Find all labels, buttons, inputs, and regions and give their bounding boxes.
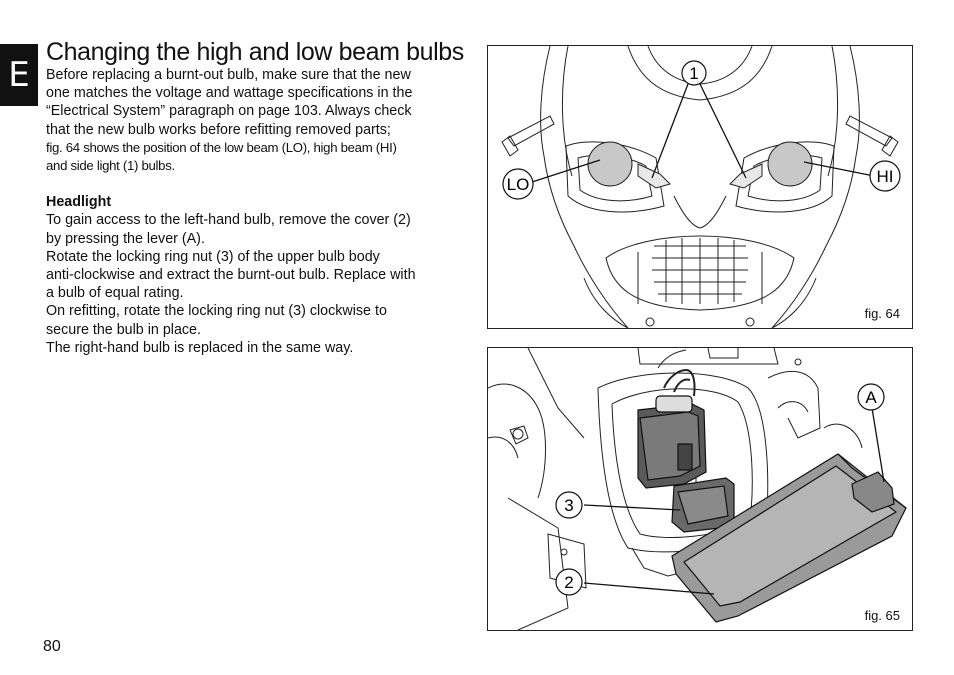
intro-line: that the new bulb works before refitting removed parts; bbox=[46, 121, 391, 138]
headlight-line: To gain access to the left-hand bulb, remove the cover (2) bbox=[46, 212, 411, 229]
figure-65-caption: fig. 65 bbox=[864, 608, 900, 623]
section-tab: E bbox=[0, 44, 38, 106]
figure-64-caption: fig. 64 bbox=[864, 306, 900, 321]
intro-line: Before replacing a burnt-out bulb, make sure that the new bbox=[46, 67, 411, 83]
headlight-line: The right-hand bulb is replaced in the same way. bbox=[46, 339, 354, 356]
intro-line: one matches the voltage and wattage specifications in the bbox=[46, 85, 413, 102]
callout-lo: LO bbox=[506, 175, 530, 194]
headlight-line: Rotate the locking ring nut (3) of the upper bulb body bbox=[46, 248, 380, 265]
page-title: Changing the high and low beam bulbs bbox=[46, 38, 464, 66]
headlight-heading: Headlight bbox=[46, 194, 112, 211]
callout-1: 1 bbox=[689, 64, 699, 83]
headlight-rear-illustration bbox=[488, 348, 912, 630]
headlight-line: a bulb of equal rating. bbox=[46, 285, 184, 302]
figure-64 bbox=[487, 45, 913, 329]
page-number: 80 bbox=[43, 638, 61, 655]
intro-line: and side light (1) bulbs. bbox=[46, 158, 175, 174]
intro-line: fig. 64 shows the position of the low beam (LO), high beam (HI) bbox=[46, 139, 397, 155]
callout-a: A bbox=[865, 388, 877, 407]
high-beam-bulb bbox=[768, 142, 812, 186]
callout-3: 3 bbox=[564, 496, 574, 515]
headlight-line: anti-clockwise and extract the burnt-out bulb. Replace with bbox=[46, 267, 416, 284]
intro-line: “Electrical System” paragraph on page 103. Always check bbox=[46, 103, 412, 120]
headlight-line: secure the bulb in place. bbox=[46, 321, 201, 338]
fairing-illustration bbox=[488, 46, 912, 328]
callout-2: 2 bbox=[564, 573, 574, 592]
body-text bbox=[46, 66, 471, 357]
headlight-line: On refitting, rotate the locking ring nut (3) clockwise to bbox=[46, 303, 387, 320]
figure-65 bbox=[487, 347, 913, 631]
callout-hi: HI bbox=[876, 167, 894, 186]
headlight-line: by pressing the lever (A). bbox=[46, 230, 205, 247]
low-beam-bulb bbox=[588, 142, 632, 186]
